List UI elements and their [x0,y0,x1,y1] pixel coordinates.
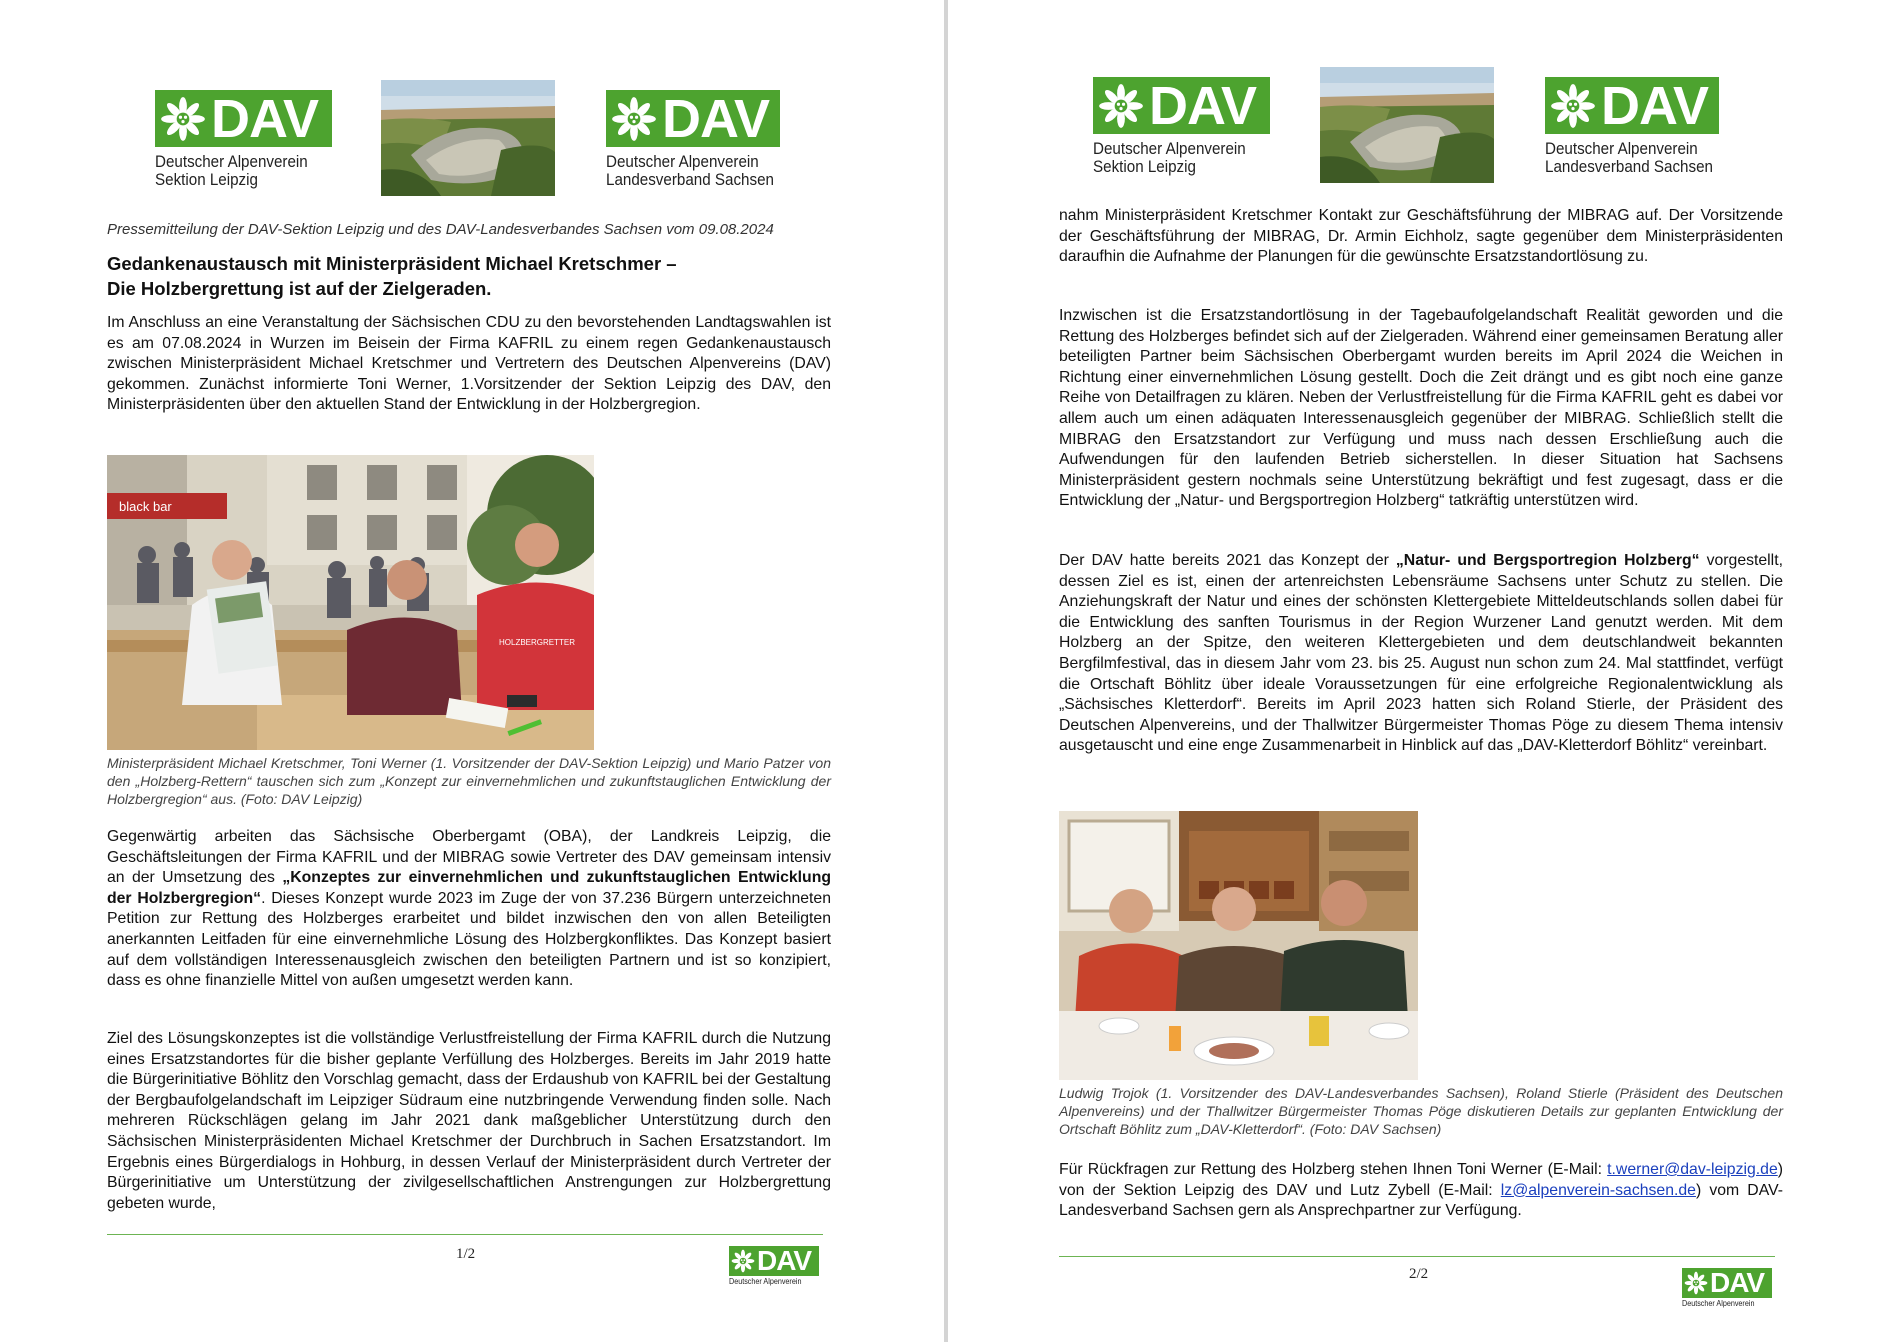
dav-footer-logo: DAV Deutscher Alpenverein [729,1246,819,1287]
contact-paragraph: Für Rückfragen zur Rettung des Holzberg stehen Ihnen Toni Werner (E-Mail: t.werner@dav-leipzig.de) von der Sektion Leipzig des DAV und Lutz Zybell (E-Mail: lz@alpenverein-sachsen.de) vom DAV-Landesverband Sachsen gern als Ansprechpartner zur Verfügung. [1059,1161,1784,1220]
holzberg-quarry-photo [381,80,555,196]
page-number: 1/2 [456,1246,476,1262]
email-link-zybell[interactable]: lz@alpenverein-sachsen.de [1500,1181,1696,1199]
photo-caption-page2: Ludwig Trojok (1. Vorsitzender des DAV-Landesverbandes Sachsen), Roland Stierle (Präsident des Deutschen Alpenvereins) und der Thallwitzer Bürgermeister Thomas Pöge diskutieren Details zur geplanten Entwicklung der Ortschaft Böhlitz zum „DAV-Kletterdorf“. (Foto: DAV Sachsen) [1059,1085,1783,1138]
email-link-werner[interactable]: t.werner@dav-leipzig.de [1607,1161,1778,1178]
meeting-photo-kretschmer [107,455,594,750]
edelweiss-icon [155,90,211,147]
page-number: 2/2 [1409,1266,1429,1282]
dav-leipzig-logo: DAV Deutscher Alpenverein Sektion Leipzig [1093,77,1270,177]
page2-paragraph-1: nahm Ministerpräsident Kretschmer Kontakt zur Geschäftsführung der MIBRAG auf. Der Vorsitzende der Geschäftsführung der MIBRAG, Dr. Armin Eichholz, sagte gegenüber dem Ministerpräsidenten daraufhin die Aufnahme der Planungen für die gewünschte Ersatzstandortlösung zu. [1059,207,1783,266]
page1-paragraph-1: Im Anschluss an eine Veranstaltung der Sächsischen CDU zu den bevorstehenden Landtagswahlen ist es am 07.08.2024 in Wurzen im Beisein der Firma KAFRIL zu einem regen Gedankenaustausch zwischen Ministerpräsident Michael Kretschmer und Vertretern des Deutschen Alpenvereins (DAV) gekommen. Zunächst informierte Toni Werner, 1.Vorsitzender der Sektion Leipzig des DAV, den Ministerpräsidenten über den aktuellen Stand der Entwicklung in der Holzbergregion. [107,314,831,414]
press-release-subheading: Pressemitteilung der DAV-Sektion Leipzig und des DAV-Landesverbandes Sachsen vom 09.08.2024 [107,221,774,238]
page2-paragraph-3: Der DAV hatte bereits 2021 das Konzept der „Natur- und Bergsportregion Holzberg“ vorgestellt, dessen Ziel es ist, einen der artenreichsten Lebensräume Sachsens unter Schutz zu stellen. Die Anziehungskraft der Natur und eines der schönsten Klettergebiete Mitteldeutschlands sollen dabei für die Entwicklung des sanften Tourismus in der Region Wurzener Land genutzt werden. Mit dem Holzberg an der Spitze, den weiteren Klettergebieten und dem deutschlandweit bekannten Bergfilmfestival, das in diesem Jahr vom 23. bis 25. August nun schon zum 24. Mal stattfindet, verfügt die Ortschaft Böhlitz über ideale Voraussetzungen für eine erfolgreiche Regionalentwicklung als „Sächsisches Kletterdorf“. Bereits im April 2023 hatten sich Roland Stierle, der Präsident des Deutschen Alpenvereins, und der Thallwitzer Bürgermeister Thomas Pöge zu diesem Thema intensiv ausgetauscht und eine enge Zusammenarbeit in Hinblick auf das „DAV-Kletterdorf Böhlitz“ vereinbart. [1059,552,1783,755]
holzberg-quarry-photo [1320,67,1494,183]
edelweiss-icon [606,90,662,147]
page-1 [0,0,944,1342]
edelweiss-icon [1093,77,1149,134]
edelweiss-icon [1682,1268,1710,1298]
meeting-photo-stierle [1059,811,1418,1080]
svg-text:black bar: black bar [119,499,172,514]
footer-rule [107,1234,823,1235]
svg-text:HOLZBERGRETTER: HOLZBERGRETTER [499,638,576,647]
photo-caption-page1: Ministerpräsident Michael Kretschmer, Toni Werner (1. Vorsitzender der DAV-Sektion Leipzig) und Mario Patzer von den „Holzberg-Rettern“ tauschen sich zum „Konzept zur einvernehmlichen und zukunftstauglichen Entwicklung der Holzbergregion“ aus. (Foto: DAV Leipzig) [107,755,831,808]
page1-paragraph-3: Ziel des Lösungskonzeptes ist die vollständige Verlustfreistellung der Firma KAFRIL durch die Nutzung eines Ersatzstandortes für die bisher geplante Verfüllung des Holzberges. Bereits im Jahr 2019 hatte die Bürgerinitiative Böhlitz den Vorschlag gemacht, dass der Erdaushub von KAFRIL bei der Gestaltung der Bergbaufolgelandschaft im Leipziger Südraum eine nutzbringende Verwendung finden solle. Nach mehreren Rückschlägen gelang im Jahr 2021 dank maßgeblicher Unterstützung durch den Sächsischen Ministerpräsidenten Michael Kretschmer der Durchbruch in Sachen Ersatzstandort. Im Ergebnis eines Bürgerdialogs in Hohburg, in dessen Verlauf der Ministerpräsident durch Vertreter der Bürgerinitiative um Unterstützung der zivilgesellschaftlichen Anstrengungen zur Holzbergrettung gebeten wurde, [107,1030,831,1212]
dav-sachsen-logo: DAV Deutscher Alpenverein Landesverband Sachsen [1545,77,1728,177]
dav-sachsen-logo: DAV Deutscher Alpenverein Landesverband Sachsen [606,90,789,190]
page2-paragraph-2: Inzwischen ist die Ersatzstandortlösung in der Tagebaufolgelandschaft Realität geworden und die Rettung des Holzberges befindet sich auf der Zielgeraden. Während einer gemeinsamen Beratung aller beteiligten Partner beim Sächsischen Oberbergamt wurden bereits im April 2024 die Weichen in Richtung einer einvernehmlichen Lösung gestellt. Doch die Zeit drängt und es gibt noch eine ganze Reihe von Detailfragen zu klären. Neben der Verlustfreistellung für die Firma KAFRIL geht es dabei vor allem auch um einen adäquaten Interessenausgleich gegenüber der MIBRAG. Schließlich stellt die MIBRAG den Ersatzstandort zur Verfügung und muss nach dessen Erschließung auch die Aufwendungen für den laufenden Betrieb sicherstellen. In dieser Situation hat Sachsens Ministerpräsident gestern nochmals seine Unterstützung bekräftigt und fest zugesagt, dass er die Entwicklung der „Natur- und Bergsportregion Holzberg“ tatkräftig unterstützen wird. [1059,307,1783,510]
edelweiss-icon [729,1246,757,1276]
dav-footer-logo: DAV Deutscher Alpenverein [1682,1268,1772,1309]
page-2 [948,0,1892,1342]
edelweiss-icon [1545,77,1601,134]
footer-rule [1059,1256,1775,1257]
dav-leipzig-logo: DAV Deutscher Alpenverein Sektion Leipzig [155,90,332,190]
page1-paragraph-2: Gegenwärtig arbeiten das Sächsische Oberbergamt (OBA), der Landkreis Leipzig, die Geschäftsleitungen der Firma KAFRIL und der MIBRAG sowie Vertreter des DAV gemeinsam intensiv an der Umsetzung des „Konzeptes zur einvernehmlichen und zukunftstauglichen Entwicklung der Holzbergregion“. Dieses Konzept wurde 2023 im Zuge der von 37.236 Bürgern unterzeichneten Petition zur Rettung des Holzberges erarbeitet und bildet inzwischen den von allen Beteiligten anerkannten Leitfaden für eine einvernehmliche Lösung des Holzbergkonfliktes. Das Konzept basiert auf dem vollständigen Interessenausgleich zwischen den beteiligten Partnern und ist so konzipiert, dass es ohne finanzielle Mittel von außen umgesetzt werden kann. [107,828,831,990]
headline: Gedankenaustausch mit Ministerpräsident Michael Kretschmer – Die Holzbergrettung ist auf der Zielgeraden. [107,253,677,299]
